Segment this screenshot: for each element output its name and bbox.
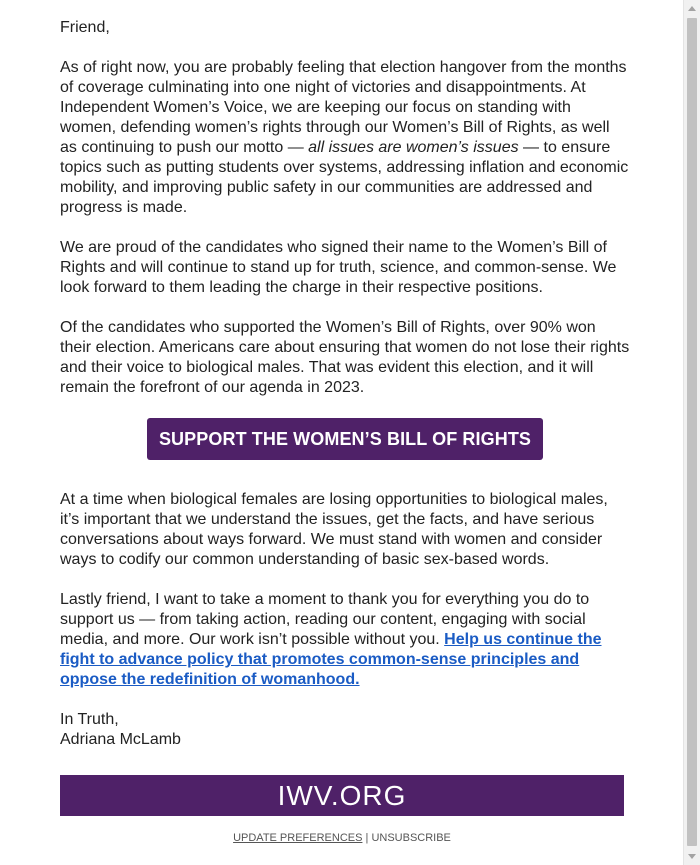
paragraph-biological-females: At a time when biological females are losing opportunities to biological males, it’s important that we understand the issues, get the facts, and have serious conversations about ways forward. We must stand with women and consider ways to codify our common understanding of basic sex-based words. — [60, 491, 608, 568]
paragraph-thank-you — [60, 590, 630, 690]
unsubscribe-link[interactable]: UNSUBSCRIBE — [371, 832, 451, 844]
vertical-scrollbar[interactable] — [683, 0, 700, 865]
support-bill-of-rights-button[interactable]: SUPPORT THE WOMEN’S BILL OF RIGHTS — [147, 418, 543, 460]
signature — [60, 710, 630, 750]
footer-separator: | — [362, 832, 372, 844]
footer-links — [60, 832, 624, 844]
scrollbar-thumb[interactable] — [687, 18, 697, 846]
paragraph-text: As of right now, you are probably feeling that election hangover from the months of coverage culminating into one night of victories and disappointments. At Independent Women’s Voice, we are keeping our focus on standing with women, defending women’s rights through our Women’s Bill of Rights, as well as continuing to push our motto — — [60, 59, 627, 156]
email-body — [60, 18, 630, 770]
scroll-up-arrow-icon[interactable] — [688, 6, 696, 11]
paragraph-candidates: We are proud of the candidates who signed their name to the Women’s Bill of Rights and will continue to stand up for truth, science, and common-sense. We look forward to them leading the charge in their respective positions. — [60, 239, 617, 296]
motto-italic: all issues are women’s issues — [308, 139, 519, 156]
paragraph-election-hangover — [60, 58, 630, 218]
greeting: Friend, — [60, 19, 110, 36]
scroll-down-arrow-icon[interactable] — [688, 854, 696, 859]
signoff: In Truth, — [60, 711, 119, 728]
paragraph-text: Lastly friend, I want to take a moment to thank you for everything you do to support us — from taking action, reading our content, engaging with social media, and more. Our work isn’t possible without you. — [60, 591, 590, 648]
paragraph-results: Of the candidates who supported the Women’s Bill of Rights, over 90% won their election. Americans care about ensuring that women do not lose their rights and their voice to biological males. That was evident this election, and it will remain the forefront of our agenda in 2023. — [60, 319, 630, 396]
signer-name: Adriana McLamb — [60, 731, 181, 748]
paragraph-text: — to ensure topics such as putting students over systems, addressing inflation and economic mobility, and improving public safety in our communities are addressed and progress is made. — [60, 139, 629, 216]
cta-wrapper — [60, 418, 630, 460]
iwv-org-banner-link[interactable]: IWV.ORG — [60, 775, 624, 816]
update-preferences-link[interactable]: UPDATE PREFERENCES — [233, 832, 363, 844]
help-us-continue-link[interactable]: Help us continue the fight to advance policy that promotes common-sense principles and oppose the redefinition of womanhood. — [60, 631, 602, 688]
